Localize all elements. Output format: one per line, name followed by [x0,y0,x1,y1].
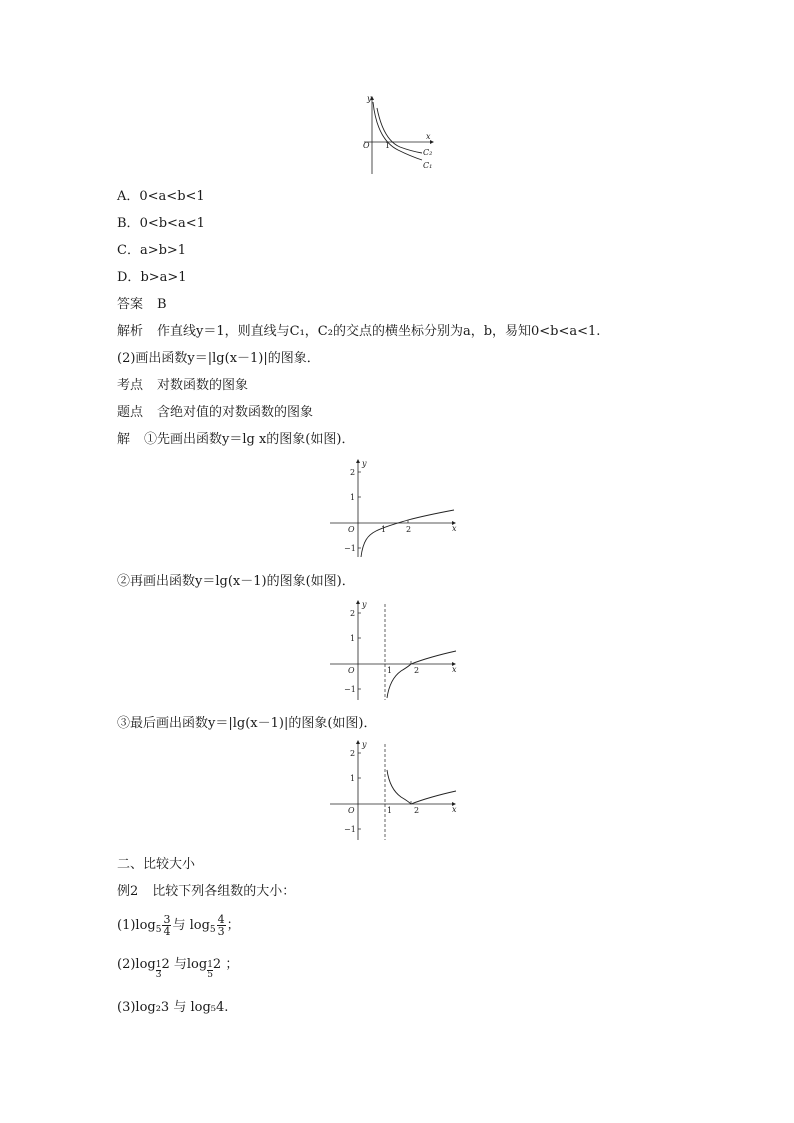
example-2-line: 例2 比较下列各组数的大小： [117,884,296,899]
axis-y-label: y [362,740,367,749]
x-tick-1: 1 [387,806,393,815]
y-tick-1: 1 [350,493,356,502]
origin-label: O [348,806,355,815]
option-a: A．0<a<b<1 [117,189,205,204]
axis-x-label: x [452,805,457,814]
fraction-4-3: $\frac{4}{3}$ [217,913,225,938]
section-2-title: 二、比较大小 [117,857,196,872]
compare-item-2: (2)log $\frac{1}{3}$ 2 与log $\frac{1}{5}$ 2 ； [117,957,239,980]
axis-y-label: y [362,600,367,609]
option-c: C．a>b>1 [117,243,187,258]
graph-lg-x-minus-1 [328,598,460,702]
graph-abs-lg-x-minus-1 [328,738,460,842]
y-tick-minus-1: −1 [344,825,356,834]
compare-item-1: $(1)\log_5$ $\frac{3}{4}$ 与 $\log_5$ $\frac{4}{3}$ ； [117,913,240,938]
solution-step-1: 解 ①先画出函数y＝lg x的图象(如图)． [117,432,355,447]
x-tick-2: 2 [406,525,412,534]
y-tick-minus-1: −1 [344,544,356,553]
option-b: B．0<b<a<1 [117,216,205,231]
curve-c1-label: C₁ [423,161,433,170]
axis-x-label: x [452,665,457,674]
x-tick-2: 2 [414,666,420,675]
origin-label: O [363,141,370,150]
answer-line: 答案 B [117,297,167,312]
curves-c1-c2-figure [358,92,438,176]
y-tick-2: 2 [350,749,356,758]
origin-label: O [348,525,355,534]
solution-step-3: ③最后画出函数y＝|lg(x－1)|的图象(如图)． [117,716,377,731]
axis-x-label: x [426,132,431,141]
analysis-line: 解析 作直线y＝1，则直线与C₁，C₂的交点的横坐标分别为a，b，易知0<b<a<1. [117,324,601,339]
curve-c2-label: C₂ [423,148,433,157]
kaodian-line: 考点 对数函数的图象 [117,378,249,393]
tidian-line: 题点 含绝对值的对数函数的图象 [117,405,314,420]
y-tick-minus-1: −1 [344,685,356,694]
x-tick-1: 1 [381,525,387,534]
solution-step-2: ②再画出函数y＝lg(x－1)的图象(如图)． [117,574,355,589]
compare-item-3: (3)log₂3 与 log₅4. [117,1000,229,1015]
question-2: (2)画出函数y＝|lg(x－1)|的图象． [117,351,320,366]
origin-label: O [348,666,355,675]
y-tick-2: 2 [350,468,356,477]
x-tick-2: 2 [414,806,420,815]
axis-x-label: x [452,524,457,533]
axis-y-label: y [362,459,367,468]
y-tick-1: 1 [350,774,356,783]
x-tick-1: 1 [387,666,393,675]
base-fraction-1-5: $\frac{1}{5}$ [207,960,213,980]
option-d: D．b>a>1 [117,270,187,285]
graph-lg-x [328,457,460,559]
y-tick-1: 1 [350,634,356,643]
y-tick-2: 2 [350,609,356,618]
tick-1-label: 1 [385,141,391,150]
base-fraction-1-3: $\frac{1}{3}$ [155,960,162,980]
axis-y-label: y [367,94,372,103]
fraction-3-4: $\frac{3}{4}$ [163,913,171,938]
